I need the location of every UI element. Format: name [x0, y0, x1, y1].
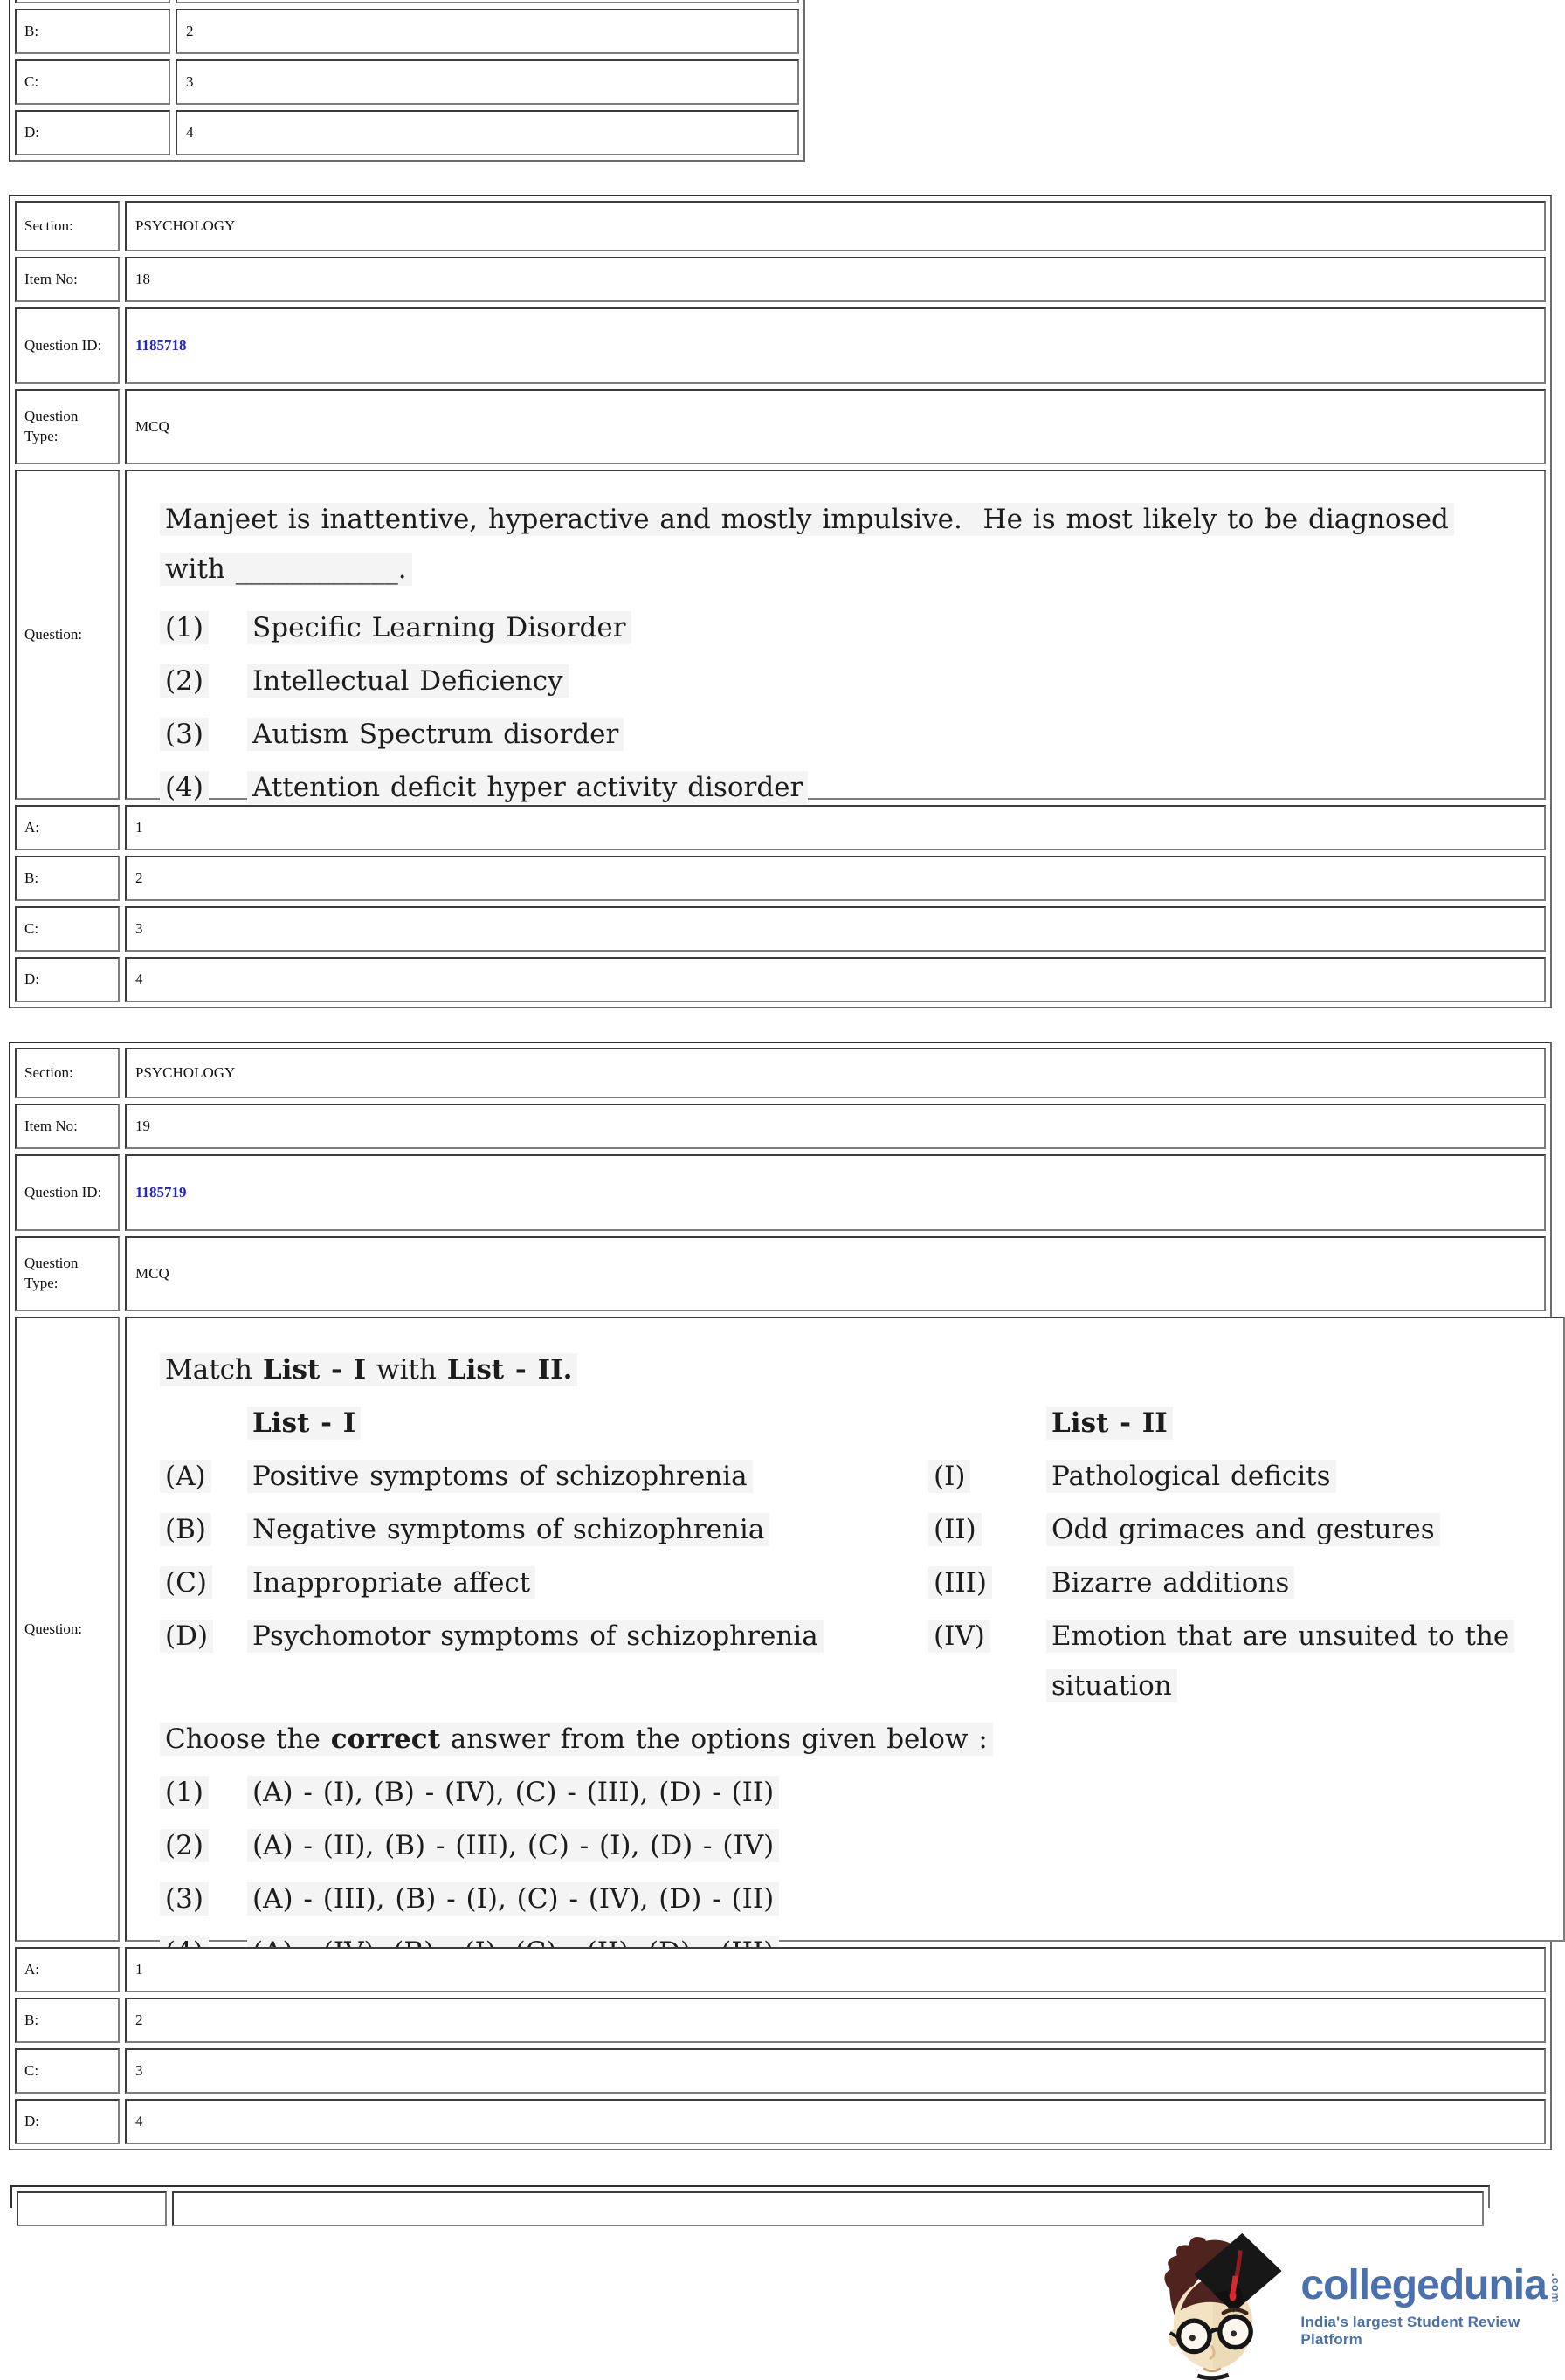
option-number: (3) — [160, 710, 247, 760]
match-row — [160, 1558, 1522, 1608]
list1-text: Positive symptoms of schizophrenia — [247, 1452, 928, 1502]
question-label: Question: — [15, 1317, 120, 1942]
question-label: Question: — [15, 470, 120, 800]
table-row-section — [15, 1048, 1546, 1098]
option-text: Attention deficit hyper activity disorder — [247, 763, 808, 813]
table-row — [15, 110, 799, 155]
section-label: Section: — [15, 1048, 120, 1098]
question-id-link[interactable]: 1185718 — [135, 336, 187, 354]
answer-value-cell — [176, 0, 799, 3]
option-text: (A) - (II), (B) - (III), (C) - (I), (D) - (IV) — [247, 1821, 779, 1871]
question-option — [160, 710, 1503, 760]
match-list-headers — [160, 1399, 1522, 1448]
table-row-question-type — [15, 1236, 1546, 1311]
list2-key: (I) — [928, 1452, 1046, 1502]
question-text-line: with ____________. — [160, 545, 1503, 595]
collegedunia-logo — [1162, 2228, 1560, 2380]
question-18-table — [9, 195, 1552, 1008]
table-row-answer-b — [15, 1998, 1546, 2043]
table-row — [15, 9, 799, 54]
answer-label-cell: B: — [15, 856, 120, 901]
list1-header: List - I — [247, 1399, 928, 1448]
table-row-item-no — [15, 257, 1546, 302]
answer-label-cell: C: — [15, 59, 170, 105]
question-text-line: Manjeet is inattentive, hyperactive and mostly impulsive. He is most likely to be diagnosed — [160, 495, 1503, 545]
question-option — [160, 1874, 1522, 1924]
option-number: (1) — [160, 603, 247, 653]
question-content — [125, 470, 1546, 804]
list1-key: (A) — [160, 1452, 247, 1502]
table-row — [17, 2191, 1484, 2226]
choose-instruction: Choose the correct answer from the options given below : — [160, 1715, 1522, 1764]
question-option — [160, 603, 1503, 653]
table-row-answer-c — [15, 906, 1546, 952]
answer-value-cell: 4 — [176, 110, 799, 155]
answer-value-cell: 1 — [125, 1947, 1546, 1992]
option-text: (A) - (III), (B) - (I), (C) - (IV), (D) - (II) — [247, 1874, 779, 1924]
answer-label-cell: B: — [15, 1998, 120, 2043]
item-no-value: 19 — [125, 1104, 1546, 1149]
list1-text: Inappropriate affect — [247, 1558, 928, 1608]
table-row-answer-d — [15, 957, 1546, 1002]
list2-key: (IV) — [928, 1612, 1046, 1711]
partial-answer-table-top — [9, 0, 805, 162]
section-value: PSYCHOLOGY — [125, 201, 1546, 251]
question-id-value — [125, 307, 1546, 384]
question-type-value: MCQ — [125, 1236, 1546, 1311]
table-row-question — [15, 470, 1546, 804]
list2-text: Emotion that are unsuited to the situation — [1046, 1612, 1522, 1711]
item-no-label: Item No: — [15, 1104, 120, 1149]
list2-text: Odd grimaces and gestures — [1046, 1505, 1522, 1555]
list2-key: (III) — [928, 1558, 1046, 1608]
item-no-label: Item No: — [15, 257, 120, 302]
question-type-value: MCQ — [125, 389, 1546, 464]
table-row-answer-c — [15, 2048, 1546, 2094]
partial-question-table-bottom — [10, 2185, 1490, 2208]
match-row — [160, 1452, 1522, 1502]
list1-key: (C) — [160, 1558, 247, 1608]
answer-value-cell: 3 — [125, 2048, 1546, 2094]
table-row-section — [15, 201, 1546, 251]
question-19-table — [9, 1042, 1552, 2150]
option-text: (A) - (I), (B) - (IV), (C) - (III), (D) - (II) — [247, 1768, 779, 1818]
option-number: (4) — [160, 763, 247, 813]
answer-label-cell: C: — [15, 2048, 120, 2094]
answer-label-cell: A: — [15, 1947, 120, 1992]
table-row-question-type — [15, 389, 1546, 464]
item-no-value: 18 — [125, 257, 1546, 302]
question-option — [160, 1821, 1522, 1871]
table-row-question — [15, 1317, 1546, 1942]
answer-label-cell: A: — [15, 805, 120, 850]
answer-value-cell: 4 — [125, 957, 1546, 1002]
answer-value-cell: 3 — [176, 59, 799, 105]
question-id-link[interactable]: 1185719 — [135, 1183, 187, 1200]
answer-value-cell: 3 — [125, 906, 1546, 952]
list2-header: List - II — [1046, 1399, 1522, 1448]
answer-label-cell: D: — [15, 110, 170, 155]
option-text: Specific Learning Disorder — [247, 603, 631, 653]
answer-value-cell: 2 — [125, 856, 1546, 901]
match-row — [160, 1505, 1522, 1555]
logo-brand-text: collegedunia — [1300, 2262, 1547, 2308]
list1-key: (D) — [160, 1612, 247, 1711]
section-value: PSYCHOLOGY — [125, 1048, 1546, 1098]
logo-text-block — [1300, 2262, 1562, 2349]
answer-value-cell: 4 — [125, 2099, 1546, 2144]
answer-label-cell — [15, 0, 170, 3]
option-number: (3) — [160, 1874, 247, 1924]
option-number: (2) — [160, 1821, 247, 1871]
question-type-label: Question Type: — [15, 1236, 120, 1311]
logo-tld-text: .com — [1548, 2273, 1562, 2304]
list2-text: Pathological deficits — [1046, 1452, 1522, 1502]
collegedunia-mascot-icon — [1162, 2228, 1290, 2378]
table-row-answer-a — [15, 805, 1546, 850]
table-row-answer-b — [15, 856, 1546, 901]
table-row-answer-d — [15, 2099, 1546, 2144]
table-row-answer-a — [15, 1947, 1546, 1992]
list1-text: Negative symptoms of schizophrenia — [247, 1505, 928, 1555]
question-option — [160, 657, 1503, 706]
list1-key: (B) — [160, 1505, 247, 1555]
question-id-label: Question ID: — [15, 307, 120, 384]
option-text: Autism Spectrum disorder — [247, 710, 624, 760]
label-cell — [17, 2191, 167, 2226]
answer-value-cell: 1 — [125, 805, 1546, 850]
table-row-cut — [15, 0, 799, 3]
answer-value-cell: 2 — [176, 9, 799, 54]
option-number: (1) — [160, 1768, 247, 1818]
answer-label-cell: D: — [15, 2099, 120, 2144]
value-cell — [172, 2191, 1484, 2226]
table-row-item-no — [15, 1104, 1546, 1149]
answer-value-cell: 2 — [125, 1998, 1546, 2043]
answer-label-cell: C: — [15, 906, 120, 952]
answer-label-cell: B: — [15, 9, 170, 54]
logo-tagline: India's largest Student Review Platform — [1300, 2314, 1520, 2348]
list1-text: Psychomotor symptoms of schizophrenia — [247, 1612, 928, 1711]
question-content — [125, 1317, 1565, 1942]
list2-text: Bizarre additions — [1046, 1558, 1522, 1608]
table-row — [15, 59, 799, 105]
option-number: (2) — [160, 657, 247, 706]
match-row — [160, 1612, 1522, 1711]
question-option — [160, 1768, 1522, 1818]
question-id-value — [125, 1154, 1546, 1231]
question-id-label: Question ID: — [15, 1154, 120, 1231]
answer-label-cell: D: — [15, 957, 120, 1002]
question-type-label: Question Type: — [15, 389, 120, 464]
list2-key: (II) — [928, 1505, 1046, 1555]
section-label: Section: — [15, 201, 120, 251]
table-row-question-id — [15, 307, 1546, 384]
option-text: Intellectual Deficiency — [247, 657, 569, 706]
match-intro: Match List - I with List - II. — [160, 1345, 1522, 1395]
table-row-question-id — [15, 1154, 1546, 1231]
